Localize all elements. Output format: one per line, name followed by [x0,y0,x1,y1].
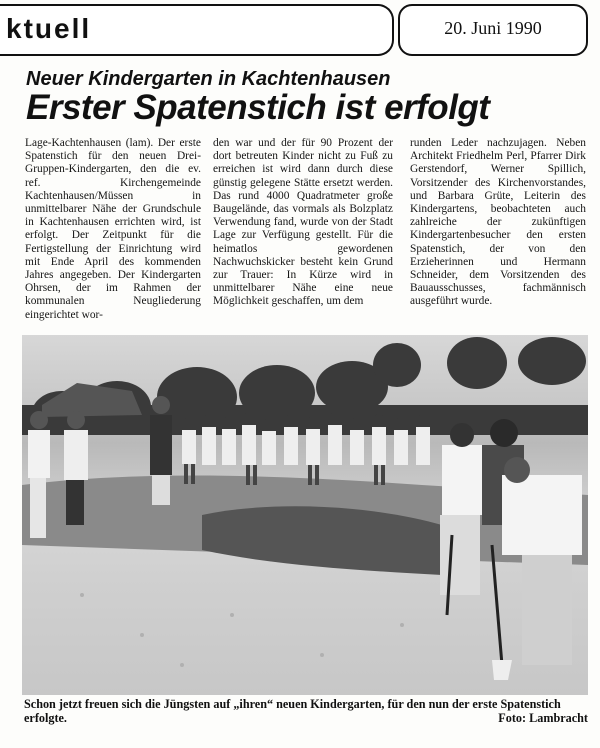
article-column-1 [25,137,201,322]
ground-texture [80,593,404,667]
publication-date: 20. Juni 1990 [444,18,542,38]
article-photo [22,335,588,695]
article-column-3 [410,137,586,309]
section-label: ktuell [6,13,92,44]
section-label-box [0,4,394,56]
page-header [0,0,600,60]
article-column-2 [213,137,393,309]
diggers-right [440,419,582,680]
article-column-3-text: runden Leder nachzujagen. Neben Architekt Friedhelm Perl, Pfarrer Dirk Gerstendorf, Werner Spillich, Vorsitzender des Kirchenvorstandes, und Barbara Grüte, Leiterin des Kindergartens, beobachteten auch zahlreiche der zukünftigen Kindergartenbesucher den ersten Spatenstich, der von den Erzieherinnen und Hermann Schneider, dem Vorsitzenden des Bauausschusses, fachmännisch ausgeführt wurde. [410,137,586,308]
photo-credit: Foto: Lambracht [498,711,588,725]
photo-caption [24,697,590,725]
article-kicker: Neuer Kindergarten in Kachtenhausen [26,68,391,90]
date-box [398,4,588,56]
article-column-2-text: den war und der für 90 Prozent der dort betreuten Kinder nicht zu Fuß zu erreichen ist wird dann durch diese günstig gelegene Stätte ersetzt werden. Das rund 4000 Quadratmeter große Baugelände, das vormals als Bolzplatz Verwendung fand, wurde von der Stadt Lage zur Verfügung gestellt. Für die heimatlos gewordenen Nachwuchskicker besteht kein Grund zur Trauer: In Kürze wird in unmittelbarer Nähe eine neue Möglichkeit geschaffen, um dem [213,137,393,308]
photo-caption-text: Schon jetzt freuen sich die Jüngsten auf „ihren“ neuen Kindergarten, für den nun der erste Spatenstich erfolgte. [24,697,561,725]
article-headline: Erster Spatenstich ist erfolgt [26,88,490,127]
dug-earth [202,506,442,575]
article-column-1-text: Lage-Kachtenhausen (lam). Der erste Spatenstich für den neuen Drei-Gruppen-Kindergarten, den die ev. ref. Kirchengemeinde Kachtenhausen/Müssen in unmittelbarer Nähe der Grundschule in Kachtenhausen errichten wird, ist erfolgt. Der Zeitpunkt für die Fertigstellung der Einrichtung wird mit Ende April des kommenden Jahres angegeben. Der Kindergarten Ohrsen, der im Rahmen der kommunalen Neugliederung eingerichtet wor- [25,137,201,321]
photo-illustration [22,335,588,695]
